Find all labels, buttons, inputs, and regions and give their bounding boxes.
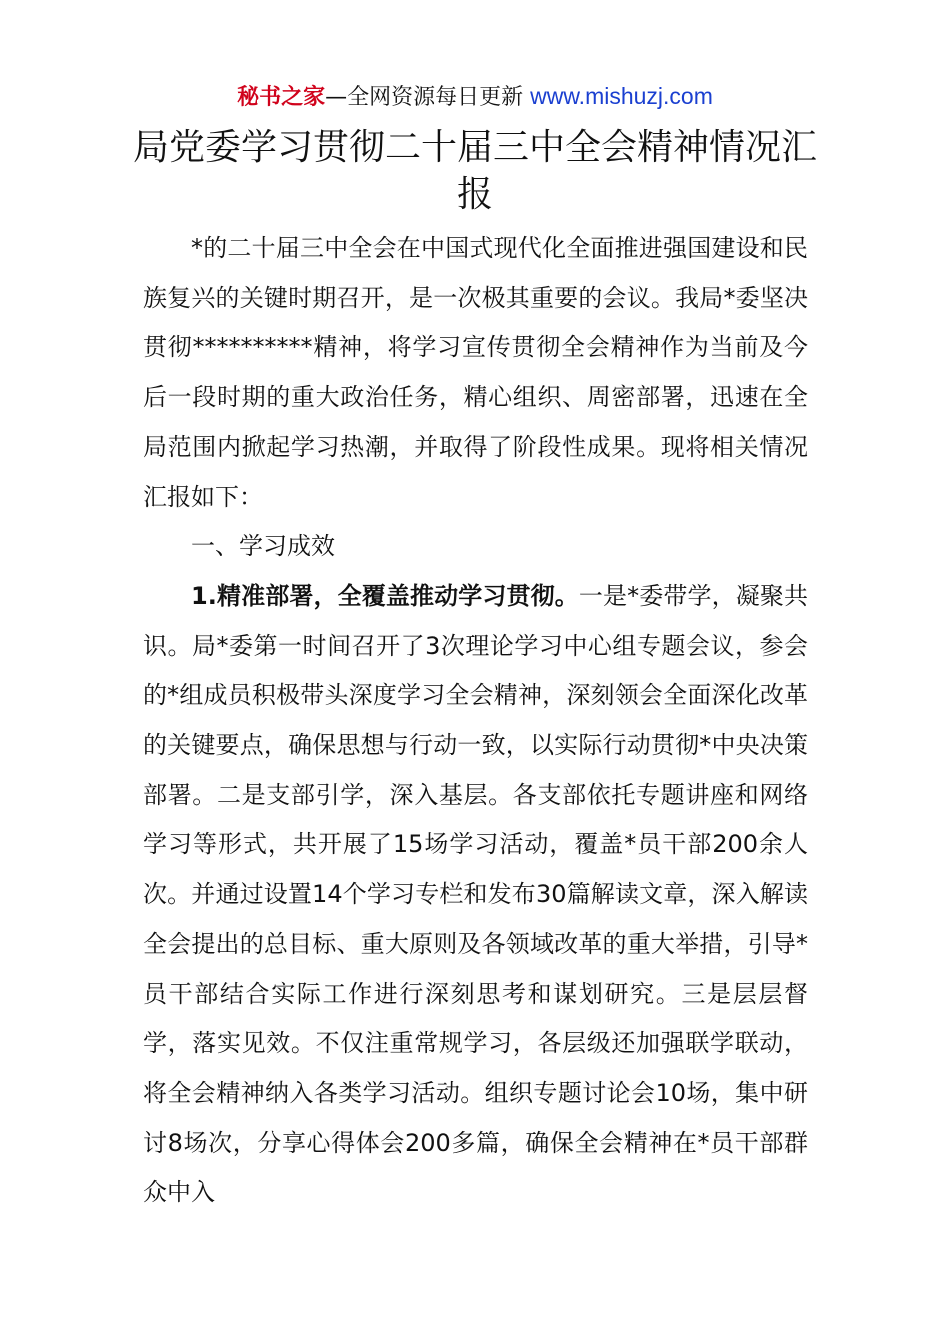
site-brand: 秘书之家 xyxy=(237,85,326,110)
document-body xyxy=(143,224,808,1218)
intro-paragraph: *的二十届三中全会在中国式现代化全面推进强国建设和民族复兴的关键时期召开，是一次极其重要的会议。我局*委坚决贯彻**********精神，将学习宣传贯彻全会精神作为当前及今后一段时期的重大政治任务，精心组织、周密部署，迅速在全局范围内掀起学习热潮，并取得了阶段性成果。现将相关情况汇报如下： xyxy=(143,234,808,511)
point-paragraph xyxy=(143,572,808,1218)
section-heading: 一、学习成效 xyxy=(191,532,335,561)
point-body: 一是*委带学，凝聚共识。局*委第一时间召开了3次理论学习中心组专题会议，参会的*组成员积极带头深度学习全会精神，深刻领会全面深化改革的关键要点，确保思想与行动一致，以实际行动贯彻*中央决策部署。二是支部引学，深入基层。各支部依托专题讲座和网络学习等形式，共开展了15场学习活动，覆盖*员干部200余人次。并通过设置14个学习专栏和发布30篇解读文章，深入解读全会提出的总目标、重大原则及各领域改革的重大举措，引导*员干部结合实际工作进行深刻思考和谋划研究。三是层层督学，落实见效。不仅注重常规学习，各层级还加强联学联动，将全会精神纳入各类学习活动。组织专题讨论会10场，集中研讨8场次，分享心得体会200多篇，确保全会精神在*员干部群众中入 xyxy=(143,581,809,1207)
point-lead: 1.精准部署，全覆盖推动学习贯彻。 xyxy=(191,581,579,610)
site-header xyxy=(0,80,950,114)
site-url-link[interactable]: www.mishuzj.com xyxy=(530,83,713,109)
site-tagline: —全网资源每日更新 xyxy=(325,85,531,110)
document-title: 局党委学习贯彻二十届三中全会精神情况汇报 xyxy=(132,127,817,215)
